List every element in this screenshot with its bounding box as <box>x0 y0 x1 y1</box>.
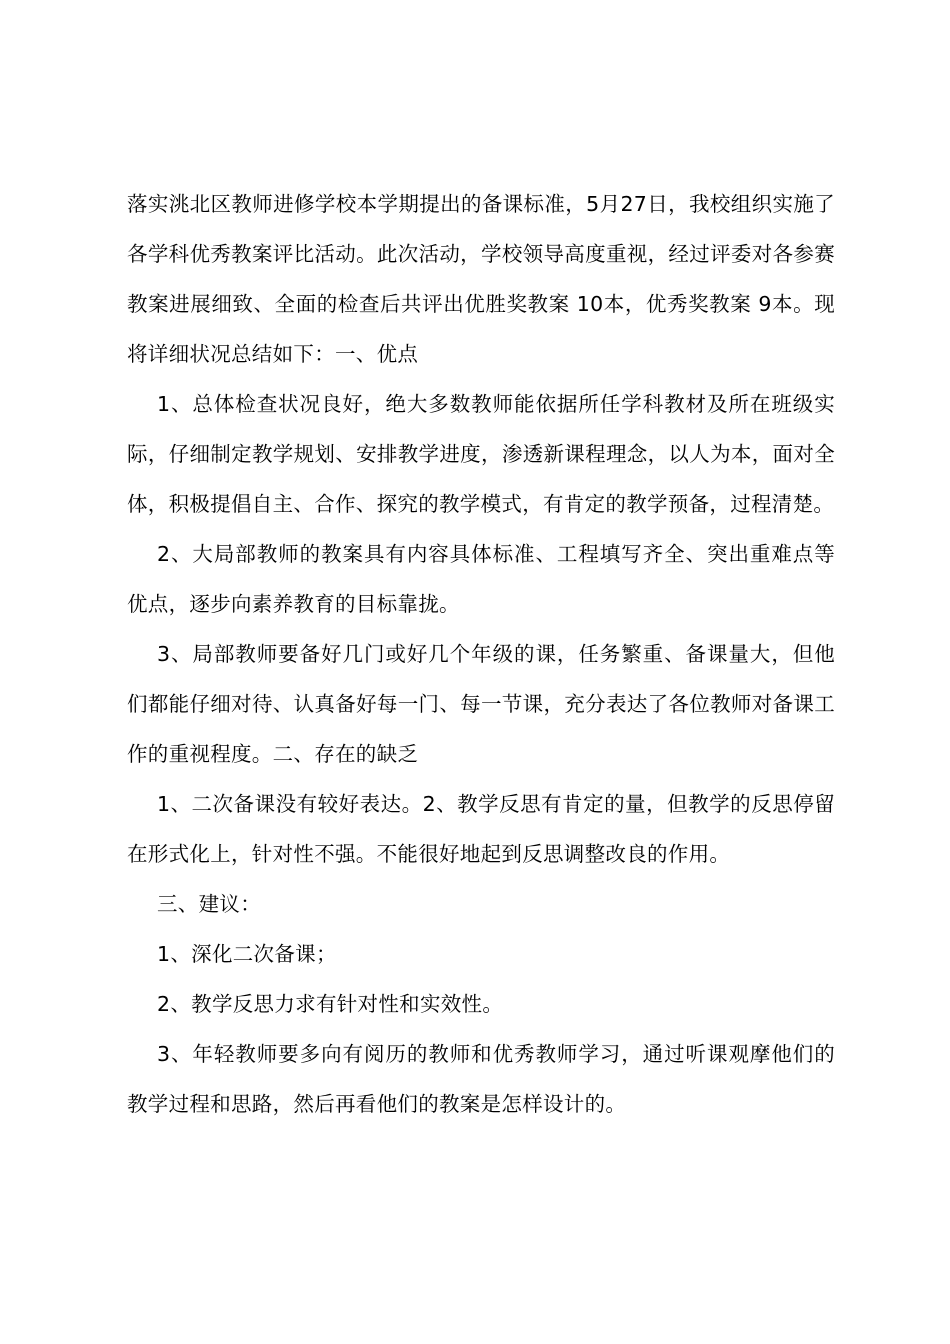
paragraph-strength-2: 2、大局部教师的教案具有内容具体标准、工程填写齐全、突出重难点等优点，逐步向素养教育的目标靠拢。 <box>127 542 835 616</box>
paragraph-strength-1: 1、总体检查状况良好，绝大多数教师能依据所任学科教材及所在班级实际，仔细制定教学规划、安排教学进度，渗透新课程理念，以人为本，面对全体，积极提倡自主、合作、探究的教学模式，有肯定的教学预备，过程清楚。 <box>127 392 835 516</box>
document-body <box>127 179 835 1129</box>
paragraph-suggestion-2: 2、教学反思力求有针对性和实效性。 <box>157 992 504 1016</box>
paragraph-suggestions-heading: 三、建议： <box>157 892 261 916</box>
paragraph-suggestion-3: 3、年轻教师要多向有阅历的教师和优秀教师学习，通过听课观摩他们的教学过程和思路，然后再看他们的教案是怎样设计的。 <box>127 1042 835 1116</box>
paragraph-intro: 落实洮北区教师进修学校本学期提出的备课标准，5月27日，我校组织实施了各学科优秀教案评比活动。此次活动，学校领导高度重视，经过评委对各参赛教案进展细致、全面的检查后共评出优胜奖教案 10本，优秀奖教案 9本。现将详细状况总结如下：一、优点 <box>127 192 835 366</box>
paragraph-strength-3: 3、局部教师要备好几门或好几个年级的课，任务繁重、备课量大，但他们都能仔细对待、认真备好每一门、每一节课，充分表达了各位教师对备课工作的重视程度。二、存在的缺乏 <box>127 642 835 766</box>
paragraph-suggestion-1: 1、深化二次备课； <box>157 942 337 966</box>
paragraph-shortcomings: 1、二次备课没有较好表达。2、教学反思有肯定的量，但教学的反思停留在形式化上，针对性不强。不能很好地起到反思调整改良的作用。 <box>127 792 835 866</box>
